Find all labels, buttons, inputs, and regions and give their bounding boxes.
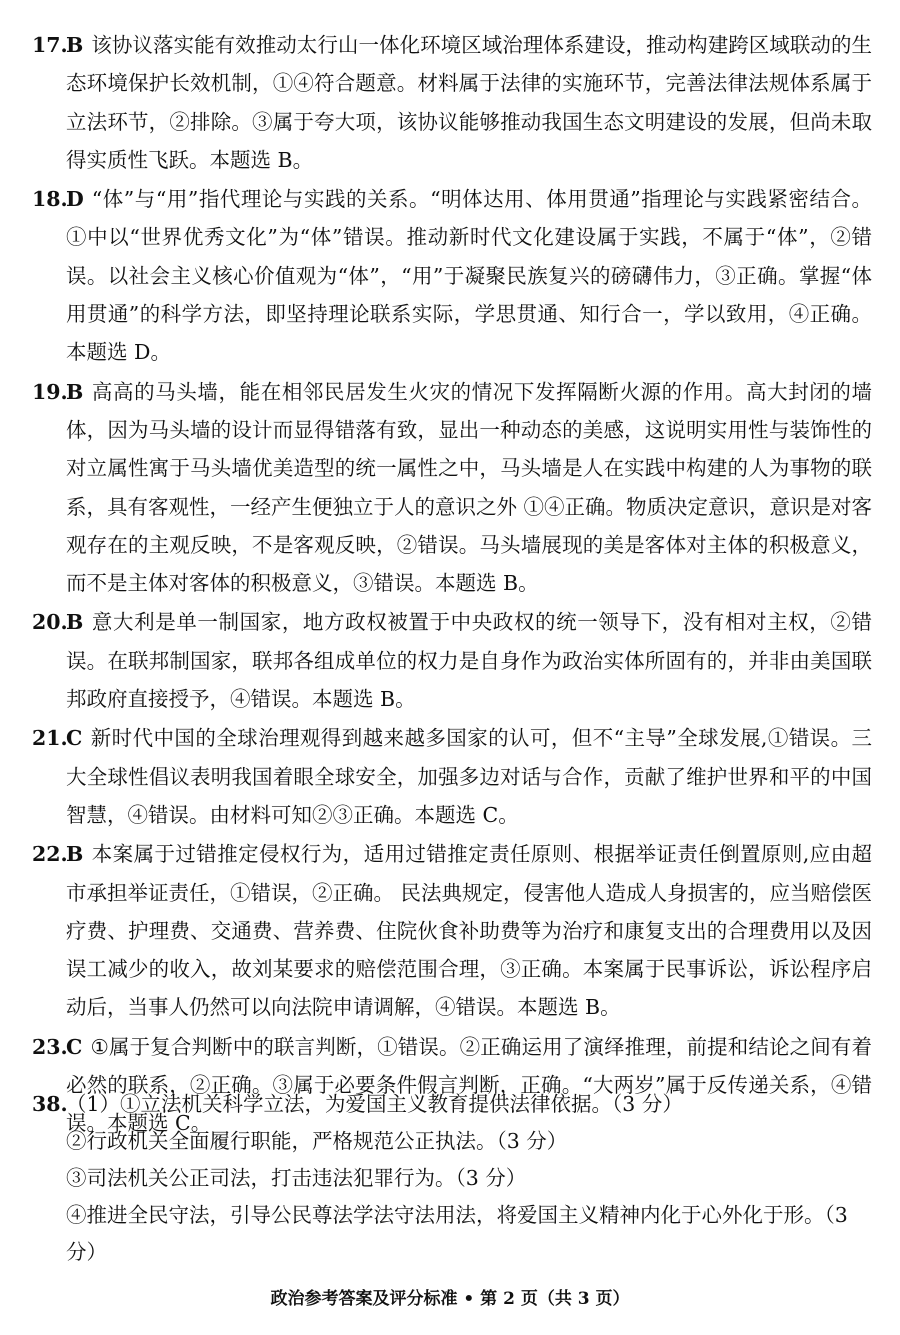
answer-17: [32, 26, 872, 179]
answer-choice: B: [66, 842, 84, 867]
scoring-point-4: ④推进全民守法，引导公民尊法学法守法用法，将爱国主义精神内化于心外化于形。（3 分）: [66, 1203, 848, 1264]
explanation-text: ①属于复合判断中的联言判断，①错误。②正确运用了演绎推理，前提和结论之间有着必然的联系，②正确。③属于必要条件假言判断，正确。“大两岁”属于反传递关系，④错误。本题选 C。: [66, 1034, 872, 1136]
question-number: 19.: [32, 379, 68, 404]
scoring-point-2: ②行政机关全面履行职能，严格规范公正执法。（3 分）: [66, 1129, 568, 1153]
question-number: 38.: [32, 1092, 68, 1116]
answer-18: [32, 180, 872, 371]
page-footer: 政治参考答案及评分标准 • 第 2 页（共 3 页）: [270, 1289, 630, 1309]
answer-choice: C: [66, 726, 83, 751]
answer-choice: D: [66, 187, 84, 212]
explanation-text: 本案属于过错推定侵权行为，适用过错推定责任原则、根据举证责任倒置原则,应由超市承担举证责任，①错误，②正确。 民法典规定，侵害他人造成人身损害的，应当赔偿医疗费、护理费、交通费、营养费、住院伙食补助费等为治疗和康复支出的合理费用以及因误工减少的收入，故刘某要求的赔偿范围合理，③正确。本案属于民事诉讼，诉讼程序启动后，当事人仍然可以向法院申请调解，④错误。本题选 B。: [66, 842, 873, 1020]
question-number: 23.: [32, 1034, 68, 1059]
explanation-text: “体”与“用”指代理论与实践的关系。“明体达用、体用贯通”指理论与实践紧密结合。①中以“世界优秀文化”为“体”错误。推动新时代文化建设属于实践，不属于“体”，②错误。以社会主义核心价值观为“体”，“用”于凝聚民族复兴的磅礴伟力，③正确。掌握“体用贯通”的科学方法，即坚持理论联系实际，学思贯通、知行合一，学以致用，④正确。本题选 D。: [66, 187, 872, 365]
answer-choice: B: [66, 33, 84, 57]
answer-20: [32, 603, 872, 718]
question-number: 18.: [32, 187, 68, 212]
answer-19: [32, 373, 872, 603]
answer-21: [32, 719, 872, 834]
answer-choice: B: [66, 379, 84, 404]
scoring-point-1: （1）①立法机关科学立法，为爱国主义教育提供法律依据。（3 分）: [66, 1092, 683, 1116]
scoring-point-3: ③司法机关公正司法，打击违法犯罪行为。（3 分）: [66, 1166, 527, 1190]
explanation-text: 高高的马头墙，能在相邻民居发生火灾的情况下发挥隔断火源的作用。高大封闭的墙体，因为马头墙的设计而显得错落有致，显出一种动态的美感，这说明实用性与装饰性的对立属性寓于马头墙优美造型的统一属性之中，马头墙是人在实践中构建的人为事物的联系，具有客观性，一经产生便独立于人的意识之外 ①④正确。物质决定意识，意识是对客观存在的主观反映，不是客观反映，②错误。马头墙展现的美是客体对主体的积极意义，而不是主体对客体的积极意义，③错误。本题选 B。: [66, 379, 873, 596]
explanation-text: 新时代中国的全球治理观得到越来越多国家的认可，但不“主导”全球发展,①错误。三大全球性倡议表明我国着眼全球安全，加强多边对话与合作，贡献了维护世界和平的中国智慧，④错误。由材料可知②③正确。本题选 C。: [66, 726, 872, 827]
answer-choice: B: [66, 610, 84, 635]
answer-list: [32, 26, 872, 1144]
answer-38-first-line: [32, 1086, 872, 1123]
answer-22: [32, 835, 872, 1026]
answer-choice: C: [66, 1034, 83, 1059]
explanation-text: 意大利是单一制国家，地方政权被置于中央政权的统一领导下，没有相对主权，②错误。在联邦制国家，联邦各组成单位的权力是自身作为政治实体所固有的，并非由美国联邦政府直接授予，④错误。本题选 B。: [66, 610, 872, 712]
explanation-text: 该协议落实能有效推动太行山一体化环境区域治理体系建设，推动构建跨区域联动的生态环境保护长效机制，①④符合题意。材料属于法律的实施环节，完善法律法规体系属于立法环节，②排除。③属于夸大项，该协议能够推动我国生态文明建设的发展，但尚未取得实质性飞跃。本题选 B。: [66, 33, 872, 172]
answer-38: [32, 1086, 872, 1271]
question-number: 17.: [32, 33, 68, 57]
question-number: 22.: [32, 842, 68, 867]
question-number: 20.: [32, 610, 68, 635]
question-number: 21.: [32, 726, 68, 751]
